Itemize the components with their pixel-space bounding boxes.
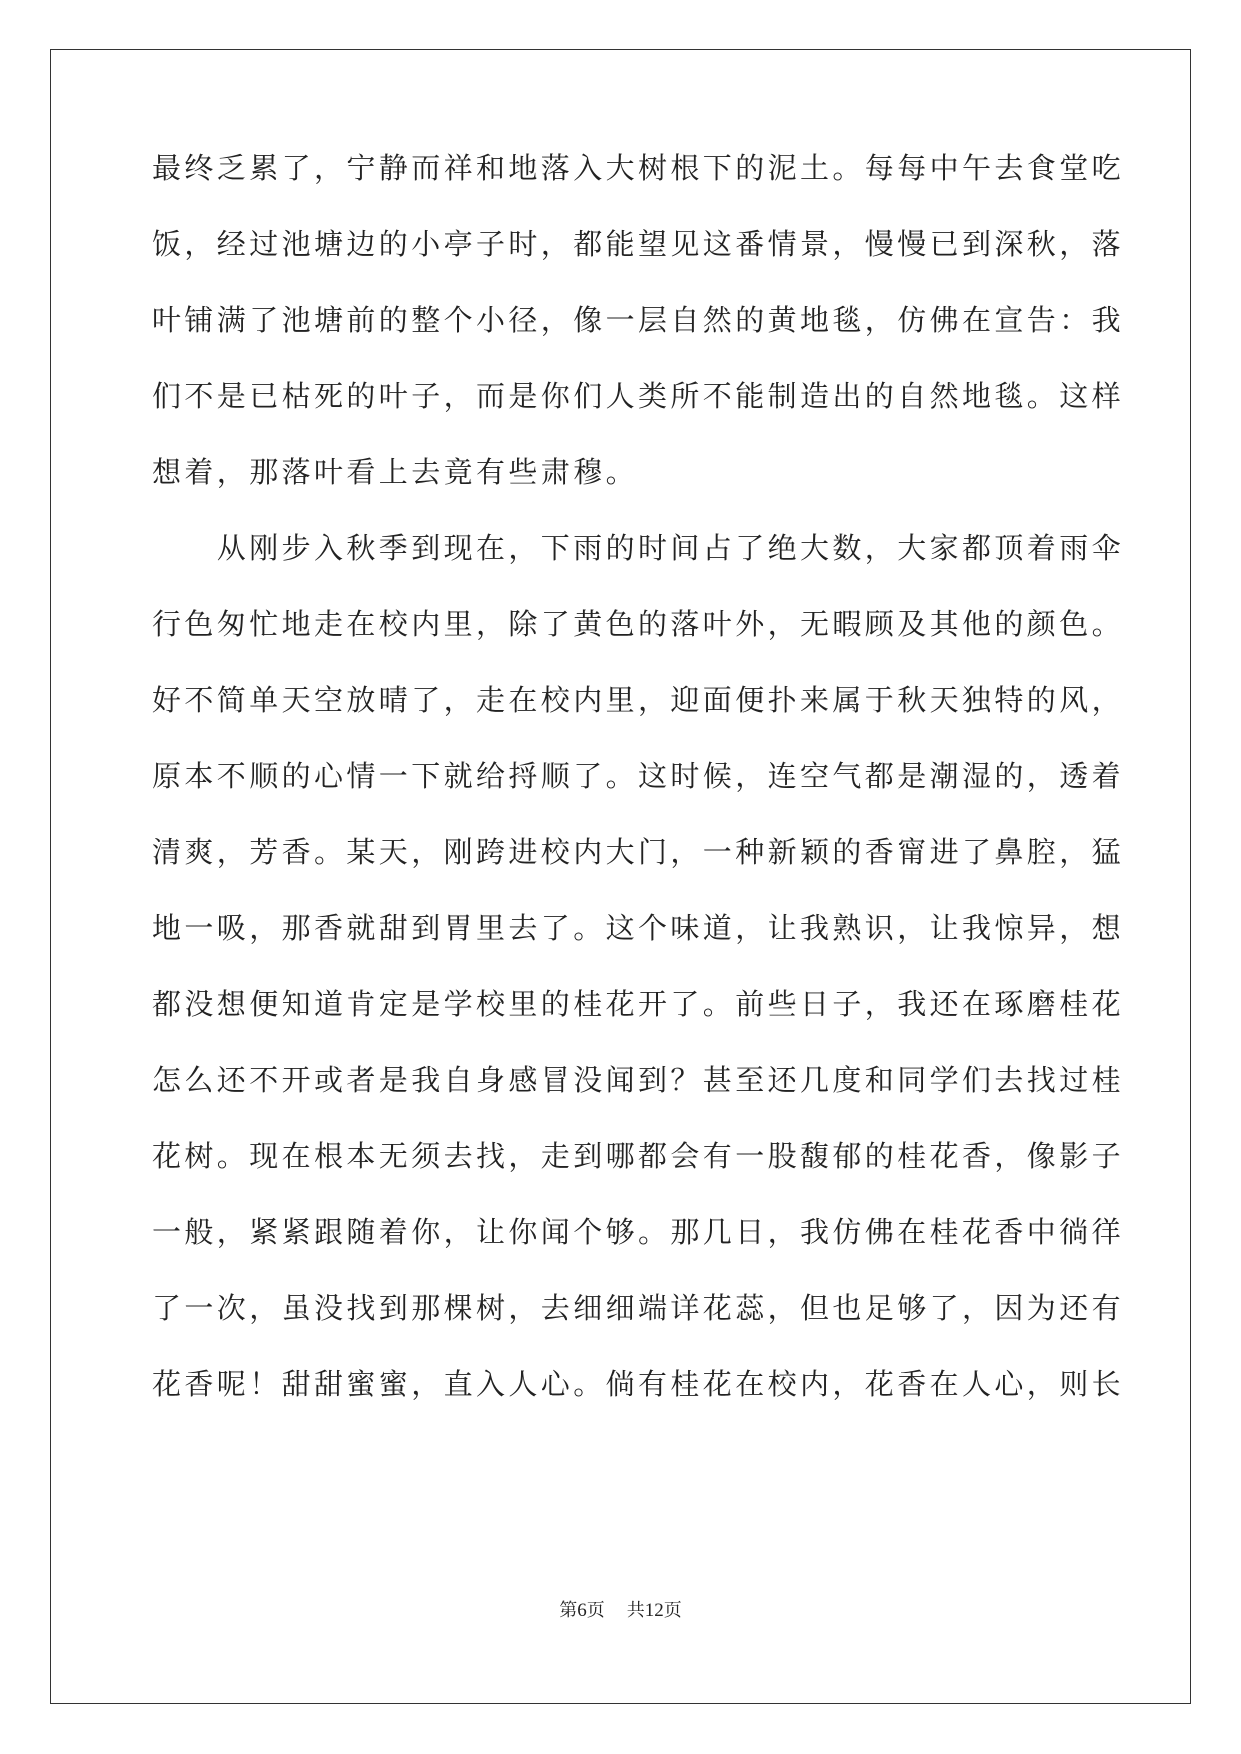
footer-total-label: 页: [663, 1600, 682, 1621]
footer-page-label: 页: [586, 1600, 605, 1621]
text-line: 们不是已枯死的叶子，而是你们人类所不能制造出的自然地毯。这样: [152, 379, 1125, 413]
text-line: 最终乏累了，宁静而祥和地落入大树根下的泥土。每每中午去食堂吃: [152, 151, 1125, 185]
text-line: 花树。现在根本无须去找，走到哪都会有一股馥郁的桂花香，像影子: [152, 1139, 1125, 1173]
page-frame: [50, 49, 1191, 1704]
text-line: 饭，经过池塘边的小亭子时，都能望见这番情景，慢慢已到深秋，落: [152, 227, 1125, 261]
text-line: 想着，那落叶看上去竟有些肃穆。: [152, 455, 639, 489]
text-line: 从刚步入秋季到现在，下雨的时间占了绝大数，大家都顶着雨伞: [152, 531, 1125, 565]
text-line: 原本不顺的心情一下就给捋顺了。这时候，连空气都是潮湿的，透着: [152, 759, 1125, 793]
text-line: 都没想便知道肯定是学校里的桂花开了。前些日子，我还在琢磨桂花: [152, 987, 1125, 1021]
current-page-number: 6: [577, 1600, 587, 1621]
total-page-count: 12: [644, 1600, 664, 1621]
footer-total-prefix: 共: [626, 1600, 645, 1621]
text-line: 了一次，虽没找到那棵树，去细细端详花蕊，但也足够了，因为还有: [152, 1291, 1125, 1325]
text-line: 叶铺满了池塘前的整个小径，像一层自然的黄地毯，仿佛在宣告：我: [152, 303, 1125, 337]
footer-prefix: 第: [559, 1600, 578, 1621]
text-line: 好不简单天空放晴了，走在校内里，迎面便扑来属于秋天独特的风，: [152, 683, 1125, 717]
page-footer: [0, 1596, 1241, 1622]
text-line: 清爽，芳香。某天，刚跨进校内大门，一种新颖的香甯进了鼻腔，猛: [152, 835, 1125, 869]
text-line: 行色匆忙地走在校内里，除了黄色的落叶外，无暇顾及其他的颜色。: [152, 607, 1125, 641]
text-line: 怎么还不开或者是我自身感冒没闻到？甚至还几度和同学们去找过桂: [152, 1063, 1125, 1097]
text-line: 一般，紧紧跟随着你，让你闻个够。那几日，我仿佛在桂花香中徜徉: [152, 1215, 1125, 1249]
text-line: 花香呢！甜甜蜜蜜，直入人心。倘有桂花在校内，花香在人心，则长: [152, 1367, 1125, 1401]
text-line: 地一吸，那香就甜到胃里去了。这个味道，让我熟识，让我惊异，想: [152, 911, 1125, 945]
